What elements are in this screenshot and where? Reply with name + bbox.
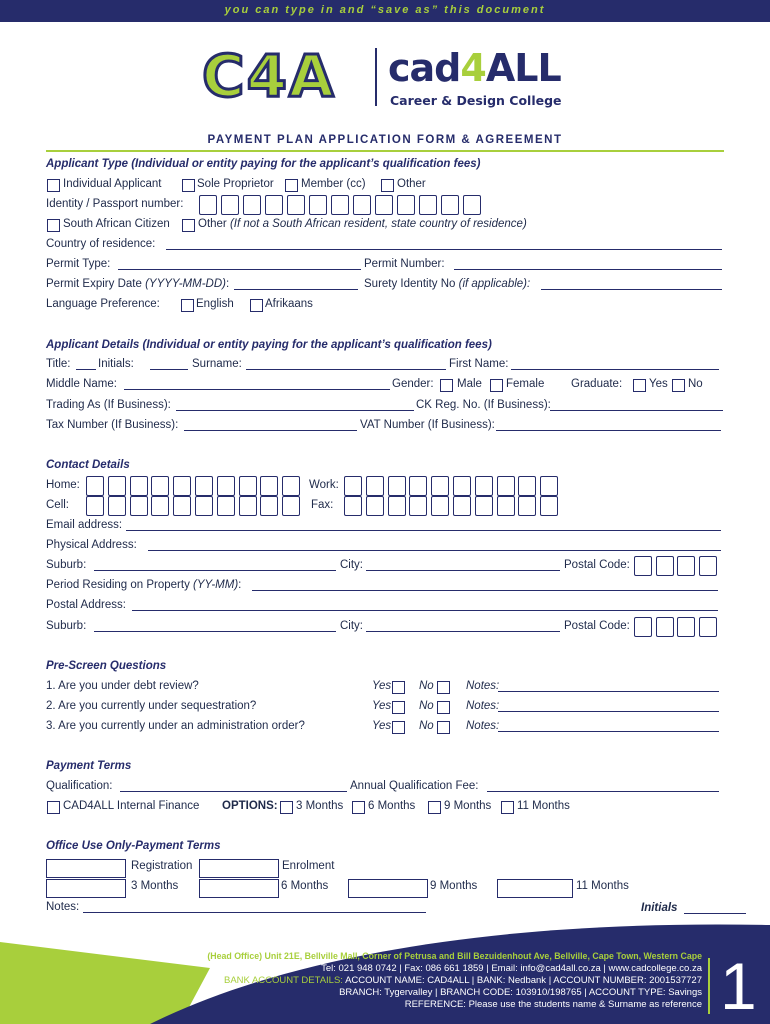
id-number-label: Identity / Passport number:: [46, 198, 184, 210]
fax-label: Fax:: [311, 499, 334, 511]
postal-address-field[interactable]: [132, 610, 718, 611]
email-label: Email address:: [46, 519, 123, 531]
graduate-label: Graduate:: [571, 378, 623, 390]
logo-divider: [375, 48, 377, 106]
postal-city-label: City:: [340, 620, 363, 632]
postal-code-digit-box[interactable]: [699, 556, 717, 576]
language-label: Language Preference:: [46, 298, 160, 310]
prescreen-heading: Pre-Screen Questions: [46, 660, 167, 672]
suburb-label: Suburb:: [46, 559, 87, 571]
id-number-digit-box[interactable]: [331, 195, 349, 215]
home-label: Home:: [46, 479, 80, 491]
postal-postal-code-digit-box[interactable]: [677, 617, 695, 637]
prescreen-yes-checkbox[interactable]: [392, 681, 405, 694]
first-name-field[interactable]: [511, 369, 719, 370]
qualification-field[interactable]: [120, 791, 347, 792]
cad4all-logo: [388, 46, 561, 90]
c4a-logo: C4A: [202, 42, 336, 110]
prescreen-yes-checkbox[interactable]: [392, 721, 405, 734]
cell-phone-digit-box[interactable]: [195, 496, 213, 516]
registration-label: Registration: [131, 860, 193, 872]
prescreen-question: 2. Are you currently under sequestration?: [46, 700, 257, 712]
vat-number-field[interactable]: [496, 430, 721, 431]
graduate-no-checkbox[interactable]: [672, 379, 685, 392]
home-phone-digit-box[interactable]: [260, 476, 278, 496]
cell-label: Cell:: [46, 499, 70, 511]
cell-phone-digit-box[interactable]: [86, 496, 104, 516]
male-checkbox[interactable]: [440, 379, 453, 392]
work-phone-digit-box[interactable]: [453, 476, 471, 496]
office-9-months-label: 9 Months: [430, 880, 478, 892]
footer-head-office: (Head Office) Unit 21E, Bellville Mall, Corner of Petrusa and Bill Bezuidenhout Ave, Bellville, Cape Town, Western Cape: [207, 951, 702, 961]
ck-reg-label: CK Reg. No. (If Business):: [416, 399, 551, 411]
title-field[interactable]: [76, 369, 96, 370]
sa-citizen-checkbox[interactable]: [47, 219, 60, 232]
office-11-months-box[interactable]: [497, 879, 573, 898]
surety-text: Surety Identity No: [364, 278, 459, 290]
qualification-label: Qualification:: [46, 780, 113, 792]
initials-field[interactable]: [150, 369, 188, 370]
fax-digit-box[interactable]: [497, 496, 515, 516]
fax-digit-box[interactable]: [409, 496, 427, 516]
period-field[interactable]: [252, 590, 718, 591]
member-cc-label: Member (cc): [301, 178, 366, 190]
id-number-digit-box[interactable]: [397, 195, 415, 215]
cell-phone-digit-box[interactable]: [173, 496, 191, 516]
graduate-yes-checkbox[interactable]: [633, 379, 646, 392]
work-phone-digit-box[interactable]: [540, 476, 558, 496]
female-label: Female: [506, 378, 545, 390]
page-number-divider: [708, 958, 710, 1014]
home-phone-digit-box[interactable]: [217, 476, 235, 496]
english-checkbox[interactable]: [181, 299, 194, 312]
top-banner: [0, 0, 770, 22]
prescreen-yes-label: Yes: [372, 720, 392, 732]
country-label: Country of residence:: [46, 238, 156, 250]
permit-expiry-format: (YYYY-MM-DD): [145, 278, 226, 290]
sole-proprietor-checkbox[interactable]: [182, 179, 195, 192]
id-number-digit-box[interactable]: [221, 195, 239, 215]
city-label: City:: [340, 559, 363, 571]
home-phone-digit-box[interactable]: [173, 476, 191, 496]
prescreen-no-checkbox[interactable]: [437, 721, 450, 734]
initials-label: Initials:: [98, 358, 134, 370]
id-number-digit-box[interactable]: [463, 195, 481, 215]
non-resident-checkbox[interactable]: [182, 219, 195, 232]
period-text: Period Residing on Property: [46, 579, 194, 591]
postal-postal-code-digit-box[interactable]: [699, 617, 717, 637]
city-field[interactable]: [366, 570, 560, 571]
initials-office-label: Initials: [641, 902, 678, 914]
postal-code-digit-box[interactable]: [677, 556, 695, 576]
id-number-digit-box[interactable]: [287, 195, 305, 215]
fax-digit-box[interactable]: [475, 496, 493, 516]
options-label: OPTIONS:: [222, 800, 278, 812]
sa-citizen-label: South African Citizen: [63, 218, 170, 230]
enrolment-box[interactable]: [199, 859, 279, 878]
afrikaans-checkbox[interactable]: [250, 299, 263, 312]
country-field[interactable]: [166, 249, 722, 250]
prescreen-yes-label: Yes: [372, 680, 392, 692]
option-3-label: 3 Months: [296, 800, 344, 812]
individual-applicant-label: Individual Applicant: [63, 178, 162, 190]
home-phone-digit-box[interactable]: [239, 476, 257, 496]
postal-address-label: Postal Address:: [46, 599, 126, 611]
female-checkbox[interactable]: [490, 379, 503, 392]
prescreen-notes-field[interactable]: [498, 711, 719, 712]
work-phone-digit-box[interactable]: [388, 476, 406, 496]
footer-bank-details: ACCOUNT NAME: CAD4ALL | BANK: Nedbank | ACCOUNT NUMBER: 2001537727: [342, 975, 702, 986]
payment-heading: Payment Terms: [46, 760, 132, 772]
office-6-months-box[interactable]: [199, 879, 279, 898]
work-phone-digit-box[interactable]: [497, 476, 515, 496]
home-phone-digit-box[interactable]: [282, 476, 300, 496]
work-phone-digit-box[interactable]: [366, 476, 384, 496]
prescreen-notes-field[interactable]: [498, 731, 719, 732]
annual-fee-label: Annual Qualification Fee:: [350, 780, 479, 792]
fax-digit-box[interactable]: [518, 496, 536, 516]
work-phone-digit-box[interactable]: [344, 476, 362, 496]
id-number-digit-box[interactable]: [375, 195, 393, 215]
cell-phone-digit-box[interactable]: [108, 496, 126, 516]
footer-bank: [224, 975, 702, 986]
office-3-months-box[interactable]: [46, 879, 126, 898]
work-phone-digit-box[interactable]: [431, 476, 449, 496]
individual-applicant-checkbox[interactable]: [47, 179, 60, 192]
permit-expiry-field[interactable]: [234, 289, 358, 290]
surety-label: [364, 278, 530, 290]
work-phone-digit-box[interactable]: [475, 476, 493, 496]
prescreen-no-checkbox[interactable]: [437, 701, 450, 714]
cell-phone-digit-box[interactable]: [260, 496, 278, 516]
annual-fee-field[interactable]: [487, 791, 719, 792]
prescreen-yes-label: Yes: [372, 700, 392, 712]
logo-tagline: Career & Design College: [390, 93, 562, 108]
page-number: 1: [720, 949, 757, 1023]
id-number-digit-box[interactable]: [419, 195, 437, 215]
enrolment-label: Enrolment: [282, 860, 335, 872]
work-phone-digit-box[interactable]: [518, 476, 536, 496]
postal-postal-code-digit-box[interactable]: [634, 617, 652, 637]
id-number-digit-box[interactable]: [309, 195, 327, 215]
id-number-digit-box[interactable]: [243, 195, 261, 215]
permit-type-field[interactable]: [118, 269, 361, 270]
home-phone-digit-box[interactable]: [86, 476, 104, 496]
suburb-field[interactable]: [94, 570, 336, 571]
member-cc-checkbox[interactable]: [285, 179, 298, 192]
tax-number-field[interactable]: [184, 430, 357, 431]
fax-digit-box[interactable]: [453, 496, 471, 516]
gender-label: Gender:: [392, 378, 434, 390]
surety-note: (if applicable):: [458, 278, 531, 290]
prescreen-yes-checkbox[interactable]: [392, 701, 405, 714]
cell-phone-digit-box[interactable]: [130, 496, 148, 516]
logo-four: 4: [460, 46, 486, 90]
non-resident-prefix: Other: [198, 218, 230, 230]
tax-number-label: Tax Number (If Business):: [46, 419, 179, 431]
physical-address-label: Physical Address:: [46, 539, 137, 551]
id-number-digit-box[interactable]: [265, 195, 283, 215]
postal-code-label: Postal Code:: [564, 559, 630, 571]
office-heading: Office Use Only-Payment Terms: [46, 840, 221, 852]
applicant-details-heading: Applicant Details (Individual or entity paying for the applicant’s qualification fees): [46, 339, 492, 351]
postal-city-field[interactable]: [366, 631, 560, 632]
footer-branch: BRANCH: Tygervalley | BRANCH CODE: 103910/198765 | ACCOUNT TYPE: Savings: [339, 987, 702, 998]
footer-bank-label: BANK ACCOUNT DETAILS:: [223, 975, 343, 986]
logo-cad: cad: [388, 46, 461, 90]
office-11-months-label: 11 Months: [576, 880, 629, 892]
permit-expiry-text: Permit Expiry Date: [46, 278, 146, 290]
sole-proprietor-label: Sole Proprietor: [197, 178, 274, 190]
middle-name-field[interactable]: [124, 389, 390, 390]
male-label: Male: [457, 378, 482, 390]
home-phone-digit-box[interactable]: [130, 476, 148, 496]
cell-phone-digit-box[interactable]: [151, 496, 169, 516]
work-label: Work:: [309, 479, 339, 491]
notes-field[interactable]: [83, 912, 426, 913]
prescreen-no-checkbox[interactable]: [437, 681, 450, 694]
period-label: Period Residing on Property (YY-MM):: [46, 579, 242, 591]
fax-digit-box[interactable]: [540, 496, 558, 516]
fax-digit-box[interactable]: [366, 496, 384, 516]
contact-heading: Contact Details: [46, 459, 130, 471]
postal-suburb-label: Suburb:: [46, 620, 87, 632]
prescreen-notes-label: Notes:: [466, 680, 500, 692]
graduate-no-label: No: [688, 378, 703, 390]
permit-expiry-label: Permit Expiry Date (YYYY-MM-DD):: [46, 278, 230, 290]
home-phone-digit-box[interactable]: [151, 476, 169, 496]
graduate-yes-label: Yes: [649, 378, 668, 390]
trading-as-label: Trading As (If Business):: [46, 399, 171, 411]
permit-number-label: Permit Number:: [364, 258, 445, 270]
banner-text: you can type in and “save as” this document: [224, 4, 546, 16]
home-phone-digit-box[interactable]: [108, 476, 126, 496]
internal-finance-checkbox[interactable]: [47, 801, 60, 814]
fax-digit-box[interactable]: [431, 496, 449, 516]
notes-label: Notes:: [46, 901, 80, 913]
ck-reg-field[interactable]: [550, 410, 723, 411]
option-3-checkbox[interactable]: [280, 801, 293, 814]
home-phone-digit-box[interactable]: [195, 476, 213, 496]
permit-type-label: Permit Type:: [46, 258, 111, 270]
footer-contact: Tel: 021 948 0742 | Fax: 086 661 1859 | Email: info@cad4all.co.za | www.cadcollege.co.za: [321, 963, 702, 974]
title-label: Title:: [46, 358, 71, 370]
id-number-digit-box[interactable]: [441, 195, 459, 215]
prescreen-no-label: No: [419, 680, 434, 692]
surname-label: Surname:: [192, 358, 242, 370]
email-field[interactable]: [126, 530, 721, 531]
other-type-checkbox[interactable]: [381, 179, 394, 192]
surety-field[interactable]: [541, 289, 722, 290]
prescreen-question: 3. Are you currently under an administration order?: [46, 720, 305, 732]
postal-code-digit-box[interactable]: [656, 556, 674, 576]
office-3-months-label: 3 Months: [131, 880, 179, 892]
middle-name-label: Middle Name:: [46, 378, 117, 390]
physical-address-field[interactable]: [148, 550, 721, 551]
non-resident-label: [198, 218, 527, 230]
prescreen-no-label: No: [419, 720, 434, 732]
cell-phone-digit-box[interactable]: [239, 496, 257, 516]
footer-reference: REFERENCE: Please use the students name & Surname as reference: [404, 999, 702, 1010]
applicant-type-heading: Applicant Type (Individual or entity paying for the applicant’s qualification fees): [46, 158, 481, 170]
option-6-label: 6 Months: [368, 800, 416, 812]
fax-digit-box[interactable]: [388, 496, 406, 516]
prescreen-question: 1. Are you under debt review?: [46, 680, 199, 692]
id-number-digit-box[interactable]: [353, 195, 371, 215]
prescreen-notes-label: Notes:: [466, 700, 500, 712]
cell-phone-digit-box[interactable]: [282, 496, 300, 516]
surname-field[interactable]: [246, 369, 446, 370]
vat-number-label: VAT Number (If Business):: [360, 419, 495, 431]
option-11-label: 11 Months: [517, 800, 570, 812]
option-6-checkbox[interactable]: [352, 801, 365, 814]
postal-postal-code-digit-box[interactable]: [656, 617, 674, 637]
non-resident-note: (If not a South African resident, state country of residence): [229, 218, 527, 230]
prescreen-notes-label: Notes:: [466, 720, 500, 732]
id-number-digit-box[interactable]: [199, 195, 217, 215]
option-9-label: 9 Months: [444, 800, 492, 812]
office-6-months-label: 6 Months: [281, 880, 329, 892]
period-format: (YY-MM): [193, 579, 239, 591]
afrikaans-label: Afrikaans: [265, 298, 313, 310]
office-9-months-box[interactable]: [348, 879, 428, 898]
permit-number-field[interactable]: [454, 269, 722, 270]
initials-office-field[interactable]: [684, 913, 746, 914]
postal-suburb-field[interactable]: [94, 631, 336, 632]
option-9-checkbox[interactable]: [428, 801, 441, 814]
postal-postal-code-label: Postal Code:: [564, 620, 630, 632]
work-phone-digit-box[interactable]: [409, 476, 427, 496]
postal-code-digit-box[interactable]: [634, 556, 652, 576]
prescreen-notes-field[interactable]: [498, 691, 719, 692]
english-label: English: [196, 298, 234, 310]
first-name-label: First Name:: [449, 358, 509, 370]
form-title: PAYMENT PLAN APPLICATION FORM & AGREEMENT: [207, 134, 563, 146]
logo-all: ALL: [485, 46, 561, 90]
registration-box[interactable]: [46, 859, 126, 878]
title-rule: [46, 150, 724, 152]
fax-digit-box[interactable]: [344, 496, 362, 516]
option-11-checkbox[interactable]: [501, 801, 514, 814]
cell-phone-digit-box[interactable]: [217, 496, 235, 516]
internal-finance-label: CAD4ALL Internal Finance: [63, 800, 200, 812]
prescreen-no-label: No: [419, 700, 434, 712]
trading-as-field[interactable]: [176, 410, 414, 411]
other-type-label: Other: [397, 178, 426, 190]
